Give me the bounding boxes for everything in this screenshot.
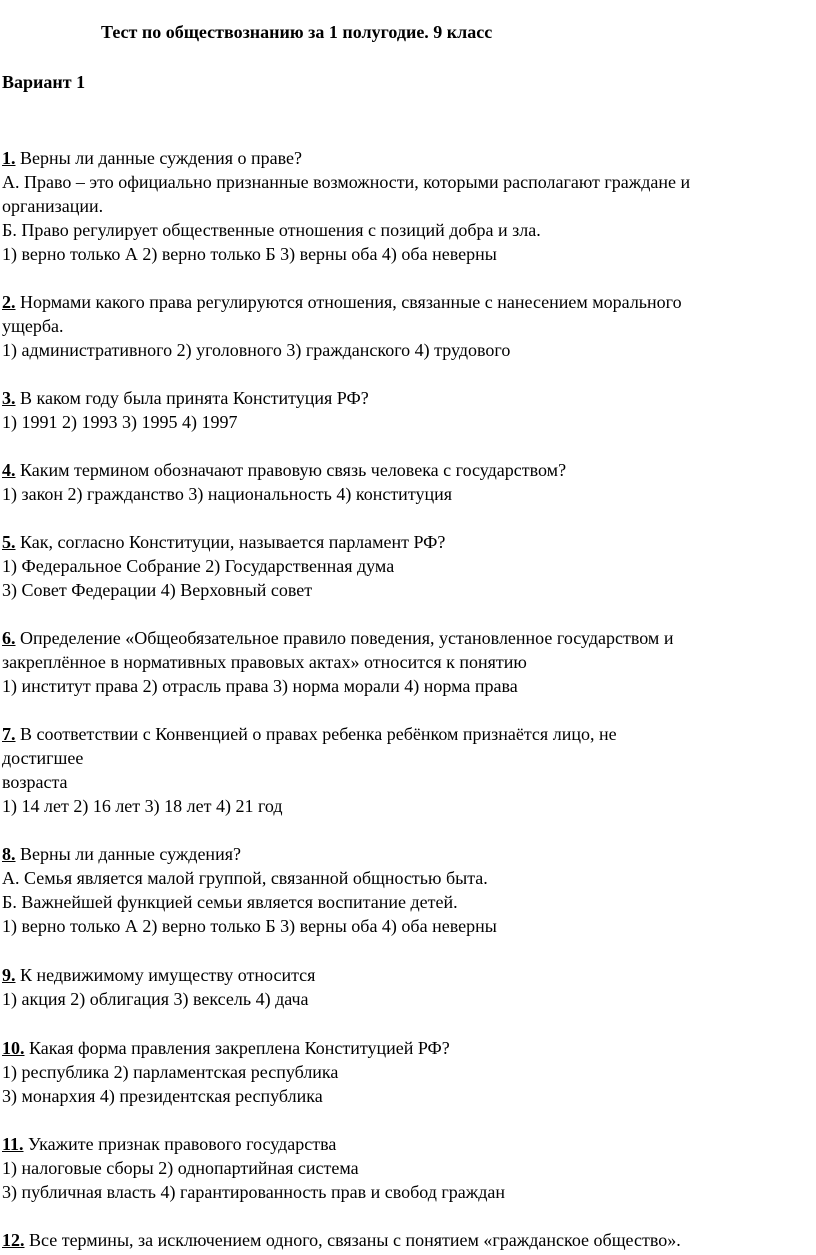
question-text: Нормами какого права регулируются отношения, связанные с нанесением морального <box>20 292 682 312</box>
question-3 <box>2 386 812 434</box>
question-text-continued: достигшее <box>2 748 84 769</box>
answer-options: 1) верно только А 2) верно только Б 3) верны оба 4) оба неверны <box>2 916 497 937</box>
question-7 <box>2 722 812 818</box>
question-8 <box>2 842 812 938</box>
question-number: 1. <box>2 148 16 168</box>
question-text: Укажите признак правового государства <box>28 1134 337 1154</box>
statement-a-continued: организации. <box>2 196 104 217</box>
statement-b: Б. Право регулирует общественные отношения с позиций добра и зла. <box>2 220 541 241</box>
answer-options: 1) административного 2) уголовного 3) гражданского 4) трудового <box>2 340 511 361</box>
question-2 <box>2 290 812 362</box>
question-number: 11. <box>2 1134 24 1154</box>
question-text-continued: ущерба. <box>2 316 64 337</box>
question-text: В каком году была принята Конституция РФ? <box>20 388 369 408</box>
question-number: 7. <box>2 724 16 744</box>
answer-options-continued: 3) монархия 4) президентская республика <box>2 1086 323 1107</box>
question-text: Верны ли данные суждения? <box>20 844 241 864</box>
question-number: 5. <box>2 532 16 552</box>
question-text: Какая форма правления закреплена Конституцией РФ? <box>29 1038 450 1058</box>
question-text: Каким термином обозначают правовую связь человека с государством? <box>20 460 567 480</box>
answer-options: 1) акция 2) облигация 3) вексель 4) дача <box>2 989 309 1010</box>
answer-options: 1) налоговые сборы 2) однопартийная система <box>2 1158 359 1179</box>
question-text: В соответствии с Конвенцией о правах ребенка ребёнком признаётся лицо, не <box>20 724 617 744</box>
statement-a: А. Право – это официально признанные возможности, которыми располагают граждане и <box>2 172 691 193</box>
question-5 <box>2 530 812 602</box>
page-title: Тест по обществознанию за 1 полугодие. 9 класс <box>101 22 493 42</box>
question-number: 10. <box>2 1038 25 1058</box>
question-number: 2. <box>2 292 16 312</box>
question-12 <box>2 1228 812 1252</box>
answer-options: 1) закон 2) гражданство 3) национальность 4) конституция <box>2 484 452 505</box>
question-number: 6. <box>2 628 16 648</box>
question-4 <box>2 458 812 506</box>
statement-a: А. Семья является малой группой, связанной общностью быта. <box>2 868 488 889</box>
question-1 <box>2 146 812 266</box>
question-number: 3. <box>2 388 16 408</box>
answer-options-continued: 3) Совет Федерации 4) Верховный совет <box>2 580 313 601</box>
question-text-continued: возраста <box>2 772 68 793</box>
statement-b: Б. Важнейшей функцией семьи является воспитание детей. <box>2 892 458 913</box>
question-text: Все термины, за исключением одного, связаны с понятием «гражданское общество». <box>29 1230 681 1250</box>
answer-options: 1) верно только А 2) верно только Б 3) верны оба 4) оба неверны <box>2 244 497 265</box>
question-10 <box>2 1036 812 1108</box>
question-9 <box>2 963 812 1011</box>
answer-options: 1) Федеральное Собрание 2) Государственная дума <box>2 556 395 577</box>
answer-options: 1) 1991 2) 1993 3) 1995 4) 1997 <box>2 412 238 433</box>
question-text: Верны ли данные суждения о праве? <box>20 148 302 168</box>
answer-options: 1) институт права 2) отрасль права 3) норма морали 4) норма права <box>2 676 518 697</box>
answer-options-continued: 3) публичная власть 4) гарантированность прав и свобод граждан <box>2 1182 505 1203</box>
question-number: 4. <box>2 460 16 480</box>
question-number: 12. <box>2 1230 25 1250</box>
answer-options: 1) республика 2) парламентская республика <box>2 1062 339 1083</box>
question-text: Как, согласно Конституции, называется парламент РФ? <box>20 532 446 552</box>
question-number: 9. <box>2 965 16 985</box>
question-text: Определение «Общеобязательное правило поведения, установленное государством и <box>20 628 674 648</box>
question-text: К недвижимому имуществу относится <box>20 965 316 985</box>
question-6 <box>2 626 812 698</box>
variant-heading: Вариант 1 <box>2 72 86 92</box>
question-11 <box>2 1132 812 1204</box>
answer-options: 1) 14 лет 2) 16 лет 3) 18 лет 4) 21 год <box>2 796 283 817</box>
question-text-continued: закреплённое в нормативных правовых актах» относится к понятию <box>2 652 527 673</box>
question-number: 8. <box>2 844 16 864</box>
